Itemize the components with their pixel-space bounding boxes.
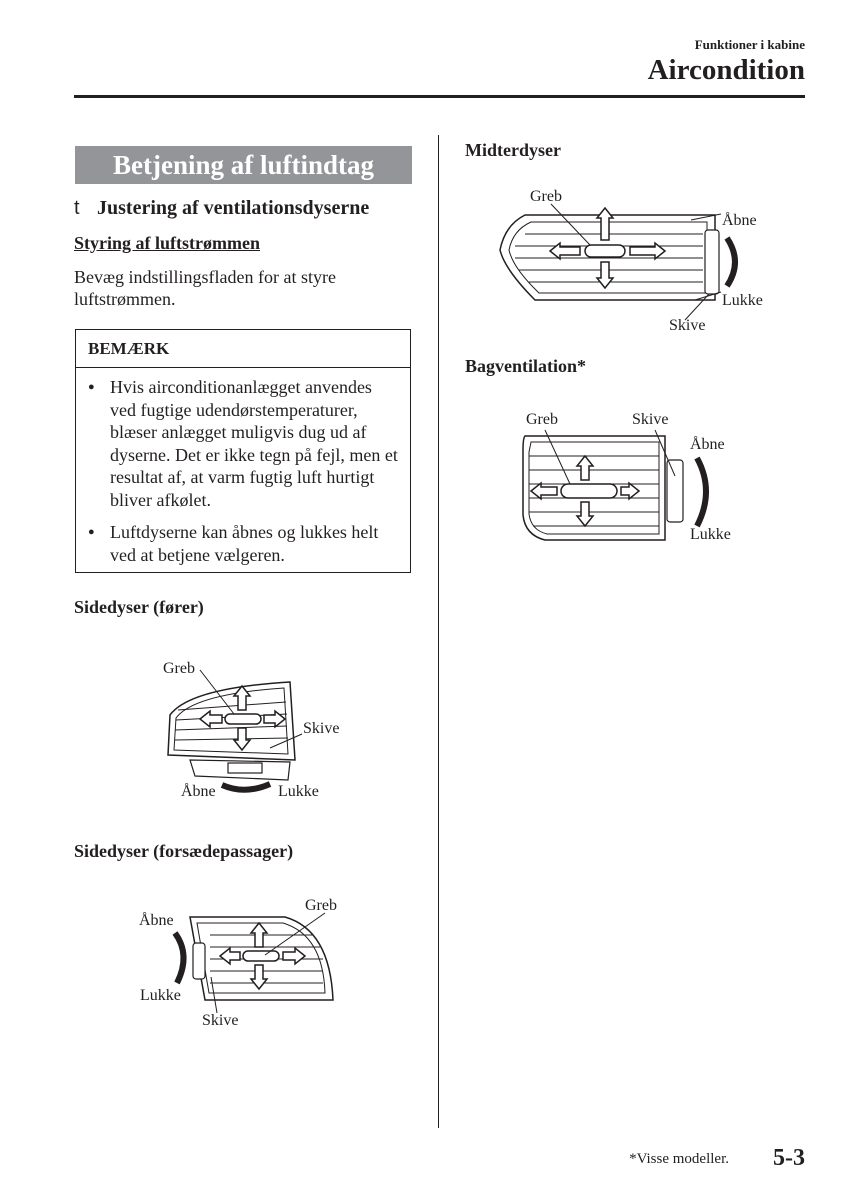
airflow-body: Bevæg indstillingsfladen for at styre luftstrømmen.: [74, 267, 336, 309]
label-greb: Greb: [530, 188, 562, 205]
label-abne: Åbne: [690, 436, 725, 453]
label-skive: Skive: [632, 411, 669, 428]
label-greb: Greb: [526, 411, 558, 428]
note-title: BEMÆRK: [76, 330, 410, 368]
label-skive: Skive: [303, 720, 340, 737]
running-header-section: Funktioner i kabine: [694, 37, 805, 52]
subsection-heading: Justering af ventilationsdyserne: [97, 197, 370, 219]
footer-note: *Visse modeller.: [629, 1151, 729, 1167]
airflow-heading: Styring af luftstrømmen: [74, 233, 260, 253]
label-abne: Åbne: [722, 212, 757, 229]
label-lukke: Lukke: [140, 987, 181, 1004]
header-rule: [74, 95, 805, 98]
column-divider: [438, 135, 439, 1128]
page-number: 5-3: [773, 1145, 805, 1171]
label-abne: Åbne: [181, 783, 216, 800]
label-lukke: Lukke: [722, 292, 763, 309]
side-passenger-vent-illustration: [165, 905, 345, 1015]
rear-vent-illustration: [515, 430, 715, 545]
figure-heading-center: Midterdyser: [465, 140, 561, 160]
figure-heading-side-driver: Sidedyser (fører): [74, 597, 204, 617]
label-abne: Åbne: [139, 912, 174, 929]
label-greb: Greb: [163, 660, 195, 677]
subsection-bullet-icon: t: [74, 197, 80, 219]
note-box: [75, 329, 411, 573]
section-banner: Betjening af luftindtag: [75, 146, 412, 184]
label-lukke: Lukke: [690, 526, 731, 543]
figure-heading-side-passenger: Sidedyser (forsædepassager): [74, 841, 294, 861]
figure-heading-rear: Bagventilation*: [465, 356, 587, 376]
label-skive: Skive: [202, 1012, 239, 1029]
note-item: ● Luftdyserne kan åbnes og lukkes helt ved at betjene vælgeren.: [110, 521, 400, 566]
label-greb: Greb: [305, 897, 337, 914]
running-header-title: Aircondition: [647, 54, 805, 86]
label-skive: Skive: [669, 317, 706, 334]
note-list: [76, 368, 410, 566]
note-item: ● Hvis airconditionanlægget anvendes ved fugtige udendørstemperaturer, blæser anlægget muligvis dug ud af dyserne. Det er ikke tegn på fejl, men et resultat af, at varm fugtig luft hurtigt bliver afkølet.: [110, 376, 400, 511]
side-driver-vent-illustration: [150, 670, 310, 795]
label-lukke: Lukke: [278, 783, 319, 800]
center-vent-illustration: [495, 200, 755, 310]
